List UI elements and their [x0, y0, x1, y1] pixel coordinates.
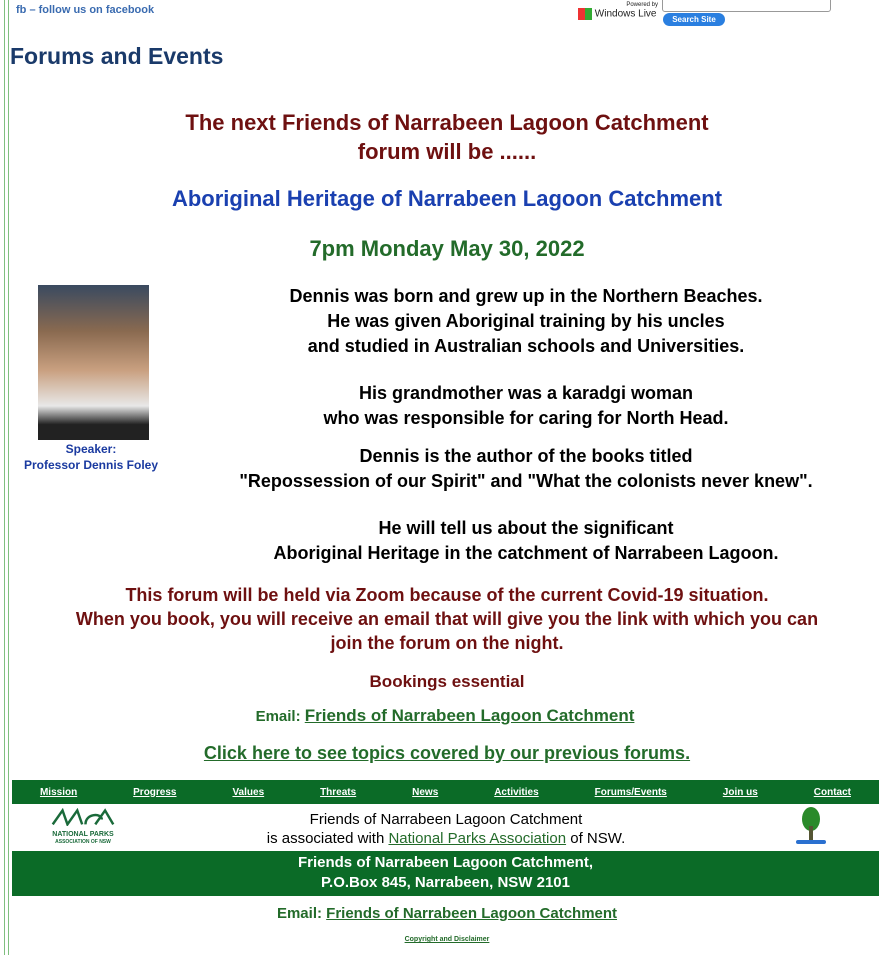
page-title: Forums and Events: [10, 43, 224, 69]
search-button[interactable]: Search Site: [663, 13, 725, 26]
nav-news[interactable]: News: [412, 786, 439, 798]
footer-email: Email: Friends of Narrabeen Lagoon Catchment: [276, 905, 618, 922]
nav-join-us[interactable]: Join us: [722, 786, 758, 798]
nav-mission[interactable]: Mission: [39, 786, 78, 798]
copyright: [0, 936, 879, 943]
nav-activities[interactable]: Activities: [494, 786, 539, 798]
association-text: Friends of Narrabeen Lagoon Catchment is associated with National Parks Association of NSW.: [266, 811, 626, 847]
bio-paragraph-4: He will tell us about the significant Aboriginal Heritage in the catchment of Narrabeen Lagoon.: [273, 518, 779, 563]
bookings-essential: Bookings essential: [369, 672, 525, 691]
tree-logo-icon: [794, 806, 828, 846]
nav-progress[interactable]: Progress: [133, 786, 177, 798]
nav-threats[interactable]: Threats: [320, 786, 357, 798]
npa-logo-line-2: ASSOCIATION OF NSW: [55, 839, 111, 845]
bio-paragraph-1: Dennis was born and grew up in the Northern Beaches. He was given Aboriginal training by his uncles and studied in Australian schools and Universities.: [289, 286, 763, 356]
previous-forums-link[interactable]: Click here to see topics covered by our previous forums.: [203, 743, 691, 763]
npa-logo-mark-icon: [42, 808, 124, 826]
npa-logo-line-1: NATIONAL PARKS: [52, 831, 114, 838]
bio-paragraph-3: Dennis is the author of the books titled "Repossession of our Spirit" and "What the colonists never knew".: [239, 446, 813, 491]
nav-forums-events[interactable]: Forums/Events: [594, 786, 667, 798]
previous-forums: [0, 743, 879, 764]
forum-email-link[interactable]: Friends of Narrabeen Lagoon Catchment: [304, 706, 635, 725]
copyright-link[interactable]: Copyright and Disclaimer: [404, 936, 490, 943]
nav-values[interactable]: Values: [232, 786, 265, 798]
bio-paragraph-2: His grandmother was a karadgi woman who was responsible for caring for North Head.: [323, 383, 729, 428]
nav-contact[interactable]: Contact: [813, 786, 851, 798]
forum-topic: Aboriginal Heritage of Narrabeen Lagoon Catchment: [171, 186, 723, 211]
facebook-link[interactable]: fb – follow us on facebook: [16, 4, 155, 16]
forum-date: 7pm Monday May 30, 2022: [309, 236, 585, 261]
forum-heading: The next Friends of Narrabeen Lagoon Catchment forum will be ......: [185, 110, 709, 164]
search-input[interactable]: [662, 0, 831, 12]
footer-nav: [12, 780, 879, 804]
windows-flag-icon: [578, 8, 592, 20]
npa-link[interactable]: National Parks Association: [388, 830, 567, 847]
address-band: Friends of Narrabeen Lagoon Catchment, P.O.Box 845, Narrabeen, NSW 2101: [12, 851, 879, 896]
zoom-notice: This forum will be held via Zoom because of the current Covid-19 situation. When you book, you will receive an email that will give you the link with which you can join the forum on the night.: [75, 585, 819, 653]
windows-live-logo: Powered by Windows Live: [578, 2, 658, 20]
npa-logo[interactable]: [42, 808, 124, 844]
forum-email: Email: Friends of Narrabeen Lagoon Catchment: [255, 706, 635, 725]
footer-email-link[interactable]: Friends of Narrabeen Lagoon Catchment: [326, 905, 618, 922]
speaker-photo: [38, 285, 149, 440]
speaker-caption: Speaker: Professor Dennis Foley: [23, 442, 159, 472]
